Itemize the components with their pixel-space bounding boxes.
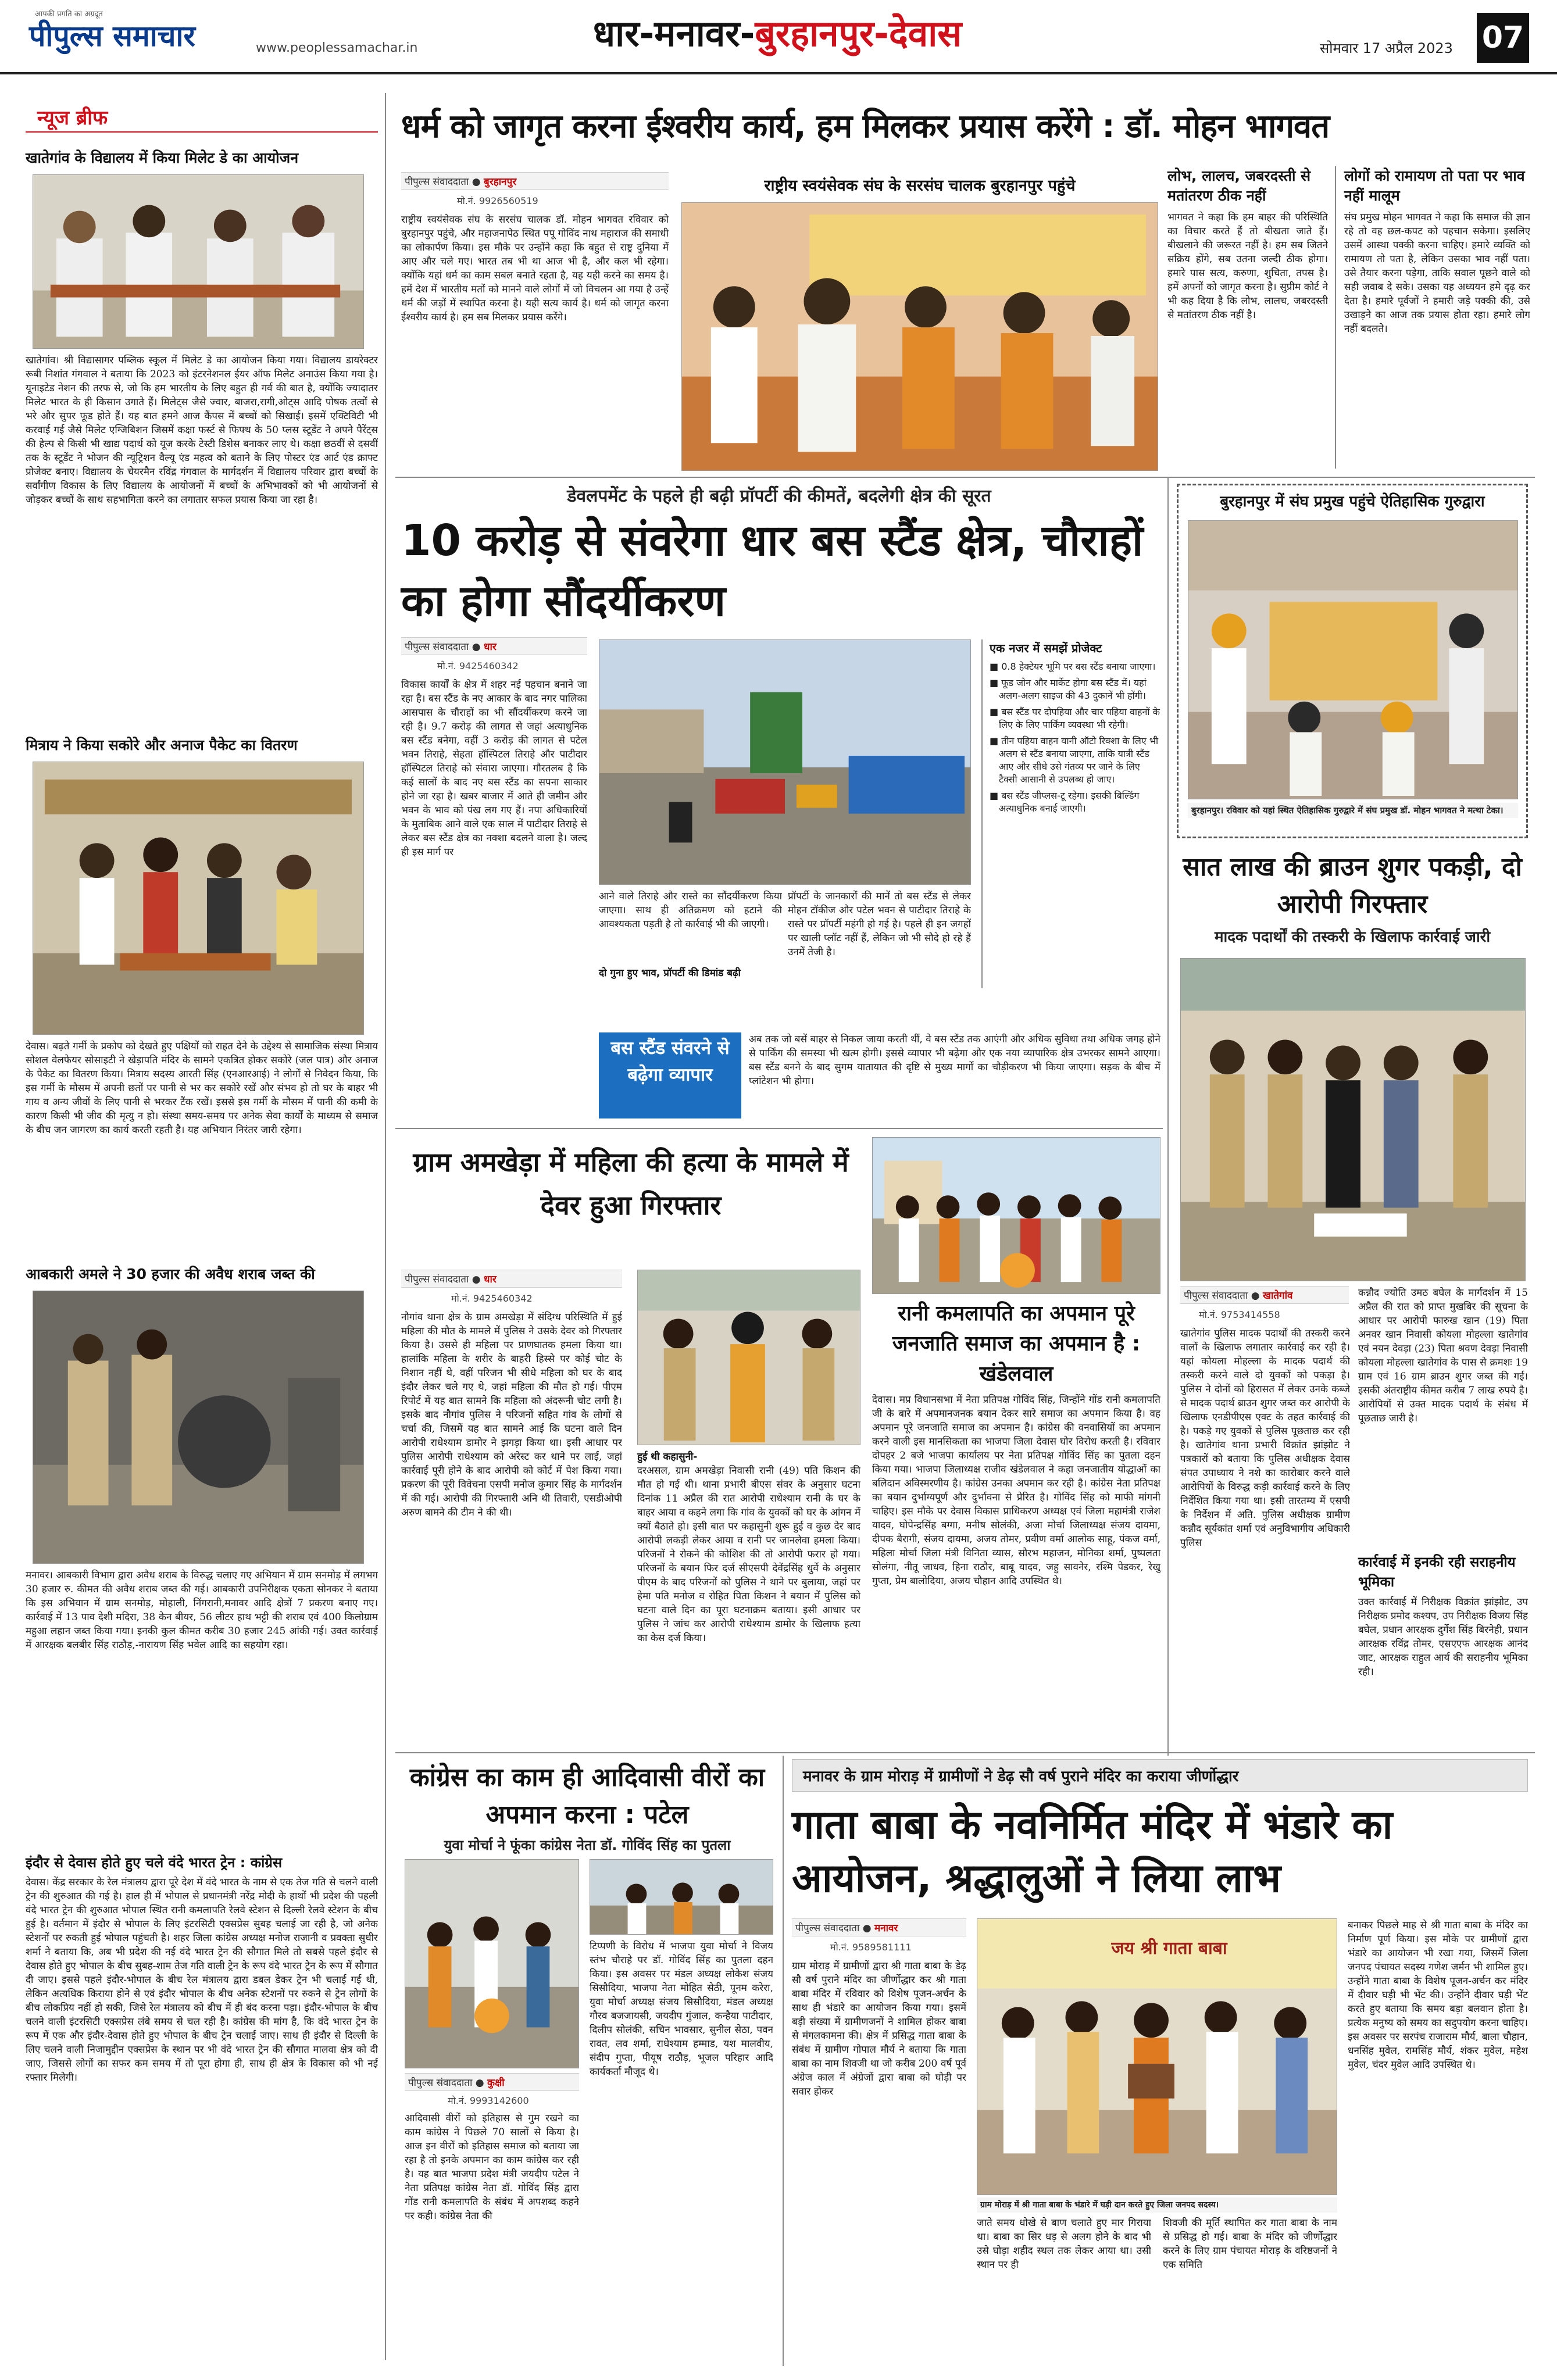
bus-place: धार <box>484 641 497 653</box>
bhagwat-headline: धर्म को जागृत करना ईश्वरीय कार्य, हम मिलकर प्रयास करेंगे : डॉ. मोहन भागवत <box>401 108 1330 145</box>
amkheda-headline: ग्राम अमखेड़ा में महिला की हत्या के मामले में देवर हुआ गिरफ्तार <box>413 1146 849 1221</box>
rani-body: देवास। मप्र विधानसभा में नेता प्रतिपक्ष गोविंद सिंह, जिन्होंने गोंड रानी कमलापति जी के बारे में अपमानजनक बयान देकर सारे समाज का अपमान किया है। वह अपमान पूरे जनजाति समाज का अपमान है। कांग्रेस की वनवासियों का अपमान करने वाली इस मानसिकता का भाजपा जिला देवास घोर विरोध करती है। रविवार दोपहर 2 बजे भाजपा कार्यालय पर नेता प्रतिपक्ष गोविंद सिंह का पुतला दहन किया गया। भाजपा जिलाध्यक्ष राजीव खंडेलवाल ने कहा जनजातीय योद्धाओं का बलिदान अविस्मरणीय है। कांग्रेस उनका अपमान कर रही है। कांग्रेस नेता प्रतिपक्ष का बयान दुर्भाग्यपूर्ण और दुर्भावना से प्रेरित है। गोविंद सिंह को माफी मांगनी चाहिए। इस मौके पर देवास विकास प्राधिकरण अध्यक्ष एवं जिला महामंत्री राजेश यादव, घोपेन्द्रसिंह बग्गा, मनीष सोलंकी, अजा मोर्चा जिलाध्यक्ष संजय दायमा, दीपक बैरागी, संजय दायमा, अजय तोमर, प्रवीण वर्मा आलोक साहू, पंकज वर्मा, महिला मोर्चा जिला मंत्री विनिता व्यास, सौरभ महाजन, मोनिका शर्मा, पुष्पलता सोलंगा, नीतू जाधव, हिना राठौर, बाबू यादव, जहु सावनेर, रश्मि पेडकर, रेखु गुप्ता, प्रेम बालोदिया, अजय चौहान आदि उपस्थित थे। <box>872 1394 1160 1587</box>
gata-body3: शिवजी की मूर्ति स्थापित कर गाता बाबा के नाम से प्रसिद्ध हो गई। बाबा के मंदिर को जीर्णोद्धार करने के लिए ग्राम पंचायत मोराड़ के वरिष्ठजनों ने एक समिति <box>1163 2217 1337 2271</box>
bhagwat-photo <box>681 202 1158 471</box>
side2-body: संघ प्रमुख मोहन भागवत ने कहा कि समाज की ज्ञान रहे तो वह छल-कपट को पहचान सकेगा। इसलिए उसमें आस्था पक्की करना चाहिए। हमारे व्यक्ति को रामायण तो पता है, लेकिन उसका भाव नहीं पता। उसे तैयार करना पड़ेगा, ताकि सवाल पूछने वाले को सही जवाब दे सके। उसका यह अध्ययन हमे दृढ़ कर देता है। हमारे पूर्वजों ने हमारी जड़े पक्की की, उसे उखाड़ने का आज तक प्रयास होता रहा। हमारे लोग नहीं बदलते। <box>1344 212 1530 335</box>
news-brief-label: न्यूज ब्रीफ <box>26 103 378 133</box>
rani-headline: रानी कमलापति का अपमान पूरे जनजाति समाज का अपमान है : खंडेलवाल <box>892 1302 1141 1386</box>
gata-body4: बनाकर पिछले माह से श्री गाता बाबा के मंदिर का निर्माण पूर्ण किया। इस मौके पर ग्रामीणों द्वारा भंडारे का आयोजन भी रखा गया, जिसमें जिला जनपद पंचायत सदस्य गणेश जर्मन भी शामिल हुए। उन्होंने गाता बाबा के विशेष पूजन-अर्चन कर मंदिर में दीवार घड़ी भी भेंट की। उन्होंने दीवार घड़ी भेंट करते हुए बताया कि समय बड़ा बलवान होता है। प्रत्येक मनुष्य को समय का सदुपयोग करना चाहिए। इस अवसर पर सरपंच राजाराम मौर्य, बाला चौहान, धनसिंह मुवेल, रामसिंह मौर्य, शंकर मुवेल, महेश मुवेल, चंदर मुवेल आदि उपस्थित थे। <box>1348 1920 1528 2071</box>
side2-box <box>1344 166 1530 469</box>
sugar-headline: सात लाख की ब्राउन शुगर पकड़ी, दो आरोपी गिरफ्तार <box>1183 852 1522 919</box>
amkheda-photo <box>637 1270 860 1445</box>
amkheda-place: धार <box>484 1274 497 1285</box>
amkheda-mobile: मो.नं. 9425460342 <box>451 1293 533 1304</box>
project-list <box>990 660 1160 815</box>
patel-divider <box>783 1756 784 2366</box>
amkheda-body: नौगांव थाना क्षेत्र के ग्राम अमखेड़ा में संदिग्ध परिस्थिति में हुई महिला की मौत के मामले में पुलिस ने उसके देवर को गिरफ्तार किया है। उससे ही महिला पर प्राणघातक हमला किया था। हालांकि महिला के शरीर के बाहरी हिस्से पर कोई चोट के निशान नहीं थे, वहीं परिजन भी सीधे महिला को घर के बाद इंदौर लेकर चले गए थे, जहां महिला की मौत हो गई। पीएम रिपोर्ट में यह बात सामने कि महिला को अंदरूनी चोट लगी है। इसके बाद नौगांव पुलिस ने परिजनों सहित गांव के लोगों से चर्चा की, जिसमें यह बात सामने आई कि घटना वाले दिन आरोपी राधेश्याम डामोर ने झगड़ा किया था। इसी आधार पर पुलिस आरोपी राधेश्याम को अरेस्ट कर थाने पर लाई, जहां कार्रवाई पूरी होने के बाद आरोपी को कोर्ट में पेश किया गया। प्रकरण की पूरी विवेचना एसपी मनोज कुमार सिंह के मार्गदर्शन में की गई। आरोपी की गिरफ्तारी अनि थी तिवारी, एसडीओपी अरुण बामने की टीम ने की थी। <box>401 1311 622 1518</box>
patel-sub: युवा मोर्चा ने फूंका कांग्रेस नेता डॉ. गोविंद सिंह का पुतला <box>444 1837 731 1853</box>
sugar-sub: मादक पदार्थों की तस्करी के खिलाफ कार्रवाई जारी <box>1214 928 1491 946</box>
bus-byline: पीपुल्स संवाददाता ● धार <box>401 637 587 655</box>
mitraya-body: देवास। बढ़ते गर्मी के प्रकोप को देखते हुए पक्षियों को राहत देने के उद्देश्य से सामाजिक संस्था मित्राय सोशल वेलफेयर सोसाइटी ने खेड़ापति मंदिर के सामने एकत्रित होकर सकोरे (जल पात्र) और अनाज के पैकेट का वितरण किया। मित्राय सदस्य आरती सिंह (एनआरआई) ने लोगों से निवेदन किया, कि इस गर्मी के मौसम में अपनी छतों पर पानी से भर कर सकोरे रखें और संभव हो तो घर के बाहर भी गाय व अन्य जीवों के लिए पानी से भरकर टैंक रखें। इससे इस गर्मी के मौसम में पानी की कमी के कारण किसी भी जीव की मृत्यु न हो। संस्था समय-समय पर अनेक सेवा कार्यों के माध्यम से समाज के बीच जन जागरण का कार्य करती रहती है। यह अभियान निरंतर जारी रहेगा। <box>26 1041 378 1136</box>
bhagwat-place: बुरहानपुर <box>484 176 517 188</box>
bus-photo <box>599 639 971 885</box>
divider-bhagwat <box>395 477 1535 478</box>
rani-photo <box>872 1137 1160 1294</box>
gata-place: मनावर <box>874 1922 898 1934</box>
gurudwara-photo <box>1188 520 1518 799</box>
gata-bureau: पीपुल्स संवाददाता <box>795 1922 860 1934</box>
bus-body3: प्रॉपर्टी के जानकारों की मानें तो बस स्टैंड से लेकर मोहन टॉकीज और पटेल भवन से पाटीदार तिराहे के रास्ते पर प्रॉपर्टी महंगी हो गई है। पहले ही इन जगहों पर खाली प्लॉट नहीं हैं, लेकिन जो भी सौदे हो रहे हैं उनमें तेजी है। <box>788 891 971 958</box>
patel-place: कुक्षी <box>487 2077 505 2089</box>
mitraya-headline: मित्राय ने किया सकोरे और अनाज पैकेट का वितरण <box>26 737 298 753</box>
gurudwara-title: बुरहानपुर में संघ प्रमुख पहुंचे ऐतिहासिक गुरुद्वारा <box>1220 493 1485 510</box>
patel-photo <box>405 1859 579 2068</box>
gata-photo <box>977 1918 1337 2195</box>
patel-body2: टिप्पणी के विरोध में भाजपा युवा मोर्चा ने विजय स्तंभ चौराहे पर डॉ. गोविंद सिंह का पुतला दहन किया। इस अवसर पर मंडल अध्यक्ष लोकेश संजय सिसौदिया, भाजपा नेता मोहित सेठी, पूनम करेरा, युवा मोर्चा अध्यक्ष संजय सिसौदिया, मंडल अध्यक्ष गौरव बजजायसी, जयदीप गुंजाल, कन्हैया पाटीदार, दिलीप सोलंकी, सचिन भावसार, सुनील सेठा, पवन रावत, लव शर्मा, राधेश्याम हम्माड, यश मालवीय, संदीप गुप्ता, पीयूष राठौड़, भूजल परिहार आदि कार्यकर्ता मौजूद थे। <box>590 1941 773 2078</box>
patel-byline: पीपुल्स संवाददाता ● कुक्षी <box>405 2073 579 2091</box>
website: www.peoplessamachar.in <box>256 41 418 55</box>
bus-callout-body: अब तक जो बसें बाहर से निकल जाया करती थीं, वे बस स्टैंड तक आएंगी और अधिक सुविधा तथा अधिक जगह होने से पार्किंग की समस्या भी खत्म होगी। इससे व्यापार भी बढ़ेगा और एक नया व्यापारिक क्षेत्र उभरकर सामने आएगा। बस स्टैंड बनने के बाद सुगम यातायात की दृष्टि से मुख्य मार्गों का चौड़ीकरण भी किया जाएगा। सड़क के बीच में प्लांटेशन भी होगा। <box>749 1034 1160 1087</box>
sugar-bureau: पीपुल्स संवाददाता <box>1184 1290 1248 1302</box>
project-point: ■ तीन पहिया वाहन यानी ऑटो रिक्शा के लिए भी अलग से स्टैंड बनाया जाएगा, ताकि यात्री स्टैंड आए और सीधे उसे गंतव्य पर जाने के लिए टैक्सी आसानी से उपलब्ध हो जाए। <box>990 735 1159 785</box>
millet-headline: खातेगांव के विद्यालय में किया मिलेट डे का आयोजन <box>26 149 299 166</box>
side1-body: भागवत ने कहा कि हम बाहर की परिस्थिति का विचार करते हैं तो बीखता जाते हैं। बीखलाने की जरूरत नहीं है। हम सब जितने सक्रिय होंगे, सब उतना जल्दी ठीक होगा। हमारे पास सत्य, करुणा, शुचिता, तपस है। हमें अपनों को जागृत करना है। सुप्रीम कोर्ट ने भी कह दिया है कि लोभ, लालच, जबरदस्ती से मतांतरण ठीक नहीं है। <box>1167 212 1328 321</box>
bus-body1: विकास कार्यों के क्षेत्र में शहर नई पहचान बनाने जा रहा है। बस स्टैंड के नए आकार के बाद नगर पालिका आसपास के चौराहों का भी सौंदर्यीकरण करने जा रही है। 9.7 करोड़ की लागत से जहां अत्याधुनिक बस स्टैंड बनेगा, वहीं 3 करोड़ की लागत से पटेल भवन तिराहे, सेहता हॉस्पिटल तिराहे और पाटीदार हॉस्पिटल तिराहे को संवारा जाएगा। गौरतलब है कि कई सालों के बाद नए बस स्टैंड का सपना साकार होने जा रहा है। खबर बाजार में आते ही जमीन और भवन के भाव को पंख लग गए हैं। नपा अधिकारियों के मुताबिक आने वाले एक साल में पाटीदार तिराहे से लेकर बस स्टैंड क्षेत्र का नक्शा बदलने वाला है। जल्द ही इस मार्ग पर <box>401 679 587 858</box>
sugar-mobile: मो.नं. 9753414558 <box>1199 1309 1280 1320</box>
project-title: एक नजर में समझें प्रोजेक्ट <box>990 641 1102 655</box>
millet-photo <box>33 174 364 349</box>
logo-tagline: आपकी प्रगति का अग्रदूत <box>35 10 103 19</box>
bus-callout: बस स्टैंड संवरने से बढ़ेगा व्यापार <box>599 1032 741 1118</box>
gata-body: ग्राम मोराड़ में ग्रामीणों द्वारा श्री गाता बाबा के डेढ़ सौ वर्ष पुराने मंदिर का जीर्णोद्धार कर श्री गाता बाबा मंदिर में रविवार को विशेष पूजन-अर्चन के साथ ही भंडारे का आयोजन किया गया। इसमें बड़ी संख्या में ग्रामीणजनों ने शामिल होकर बाबा से मंगलकामना की। क्षेत्र में प्रसिद्ध गाता बाबा के संबंध में ग्रामीण गोपाल मौर्य ने बताया कि गाता बाबा का नाम शिवजी था जो करीब 200 वर्ष पूर्व अंग्रेज काल में अंग्रेजों द्वारा बाबा को घोड़ी पर सवार होकर <box>792 1960 966 2097</box>
section-title <box>593 10 1116 57</box>
divider-bus <box>395 1128 1163 1129</box>
gata-byline: पीपुल्स संवाददाता ● मनावर <box>792 1918 966 1936</box>
amkheda-bureau: पीपुल्स संवाददाता <box>405 1274 469 1285</box>
mitraya-photo <box>33 762 364 1035</box>
excise-headline: आबकारी अमले ने 30 हजार की अवैध शराब जब्त की <box>26 1266 315 1282</box>
bus-body2: आने वाले तिराहे और रास्ते का सौंदर्यीकरण किया जाएगा। साथ ही अतिक्रमण को हटाने की आवश्यकता पड़ती है तो कार्रवाई भी की जाएगी। <box>599 891 782 930</box>
patel-body: आदिवासी वीरों को इतिहास से गुम रखने का काम कांग्रेस ने पिछले 70 सालों से किया है। आज इन वीरों को इतिहास समाज को बताया जा रहा है तो इनके अपमान का काम कांग्रेस कर रही है। यह बात भाजपा प्रदेश मंत्री जयदीप पटेल ने नेता प्रतिपक्ष कांग्रेस नेता डॉ. गोविंद सिंह द्वारा गोंड रानी कमलापति के संबंध में अपशब्द कहने पर कही। कांग्रेस नेता की <box>405 2113 579 2222</box>
logo <box>29 8 262 53</box>
gata-headline: गाता बाबा के नवनिर्मित मंदिर में भंडारे का आयोजन, श्रद्धालुओं ने लिया लाभ <box>792 1802 1393 1902</box>
section-title-b: बुरहानपुर-देवास <box>755 12 962 55</box>
project-point: ■ बस स्टैंड जीप्लस-टू रहेगा। इसकी बिल्डिंग अत्याधुनिक बनाई जाएगी। <box>990 790 1140 814</box>
divider-mid <box>395 1752 1535 1753</box>
excise-body: मनावर। आबकारी विभाग द्वारा अवैध शराब के विरुद्ध चलाए गए अभियान में ग्राम सनमोड़ में लगभग 30 हजार रु. कीमत की अवैध शराब जब्त की गई। आबकारी उपनिरीक्षक एकता सोनकर ने बताया कि इस अभियान में ग्राम सनमोड़, मोहाली, निंगरानी,मनावर आदि क्षेत्रों 7 प्रकरण बनाए गए। कार्रवाई में 13 पाव देशी मदिरा, 38 केन बीयर, 56 लीटर हाथ भट्टी की शराब एवं 400 किलोग्राम महुआ लहान जब्त किया गया। इनकी कुल कीमत करीब 30 हजार 245 आंकी गई। उक्त कार्रवाई में आरक्षक बलबीर सिंह राठौड़,-नारायण सिंह भवेल आदि का सहयोग रहा। <box>26 1570 378 1651</box>
patel-bureau: पीपुल्स संवाददाता <box>408 2077 473 2089</box>
millet-body: खातेगांव। श्री विद्यासागर पब्लिक स्कूल में मिलेट डे का आयोजन किया गया। विद्यालय डायरेक्टर रूबी निशांत गंगवाल ने बताया कि 2023 को इंटरनेशनल ईयर ऑफ मिलेट अनाउंस किया गया है। यूनाइटेड नेशन की तरफ से, जो कि हम भारतीय के लिए बहुत ही गर्व की बात है, क्योंकि ज्यादातर मिलेट भारत के ही किसान उगाते हैं। मिलेट्स जैसे ज्वार, बाजरा,रागी,ओट्स आदि पोषक तत्वों से भरे और सुपर फूड होते हैं। यह बात हमने आज कैंपस में बच्चों को सिखाई। इसमें एक्टिविटी भी करवाई गई जैसे मिलेट एग्जिबिशन जिसमें कक्षा फर्स्ट से फिफ्थ के 50 प्लस स्टूडेंट ने अपने पैरेंट्स की हेल्प से किसी भी खाद्य पदार्थ को यूज करके टेस्टी डिशेस बनाकर लाए थे। कक्षा छठवीं से दसवीं तक के स्टूडेंट ने भोजन की न्यूट्रिशन वैल्यू एंड महत्व को बताने के लिए पोस्टर एंड आर्ट एंड क्राफ्ट प्रोजेक्ट बनाए। विद्यालय के चेयरमैन रविंद्र गंगवाल के मार्गदर्शन में विद्यालय परिवार द्वारा बच्चों के सर्वांगीण विकास के लिए विद्यालय के आयोजनों में बच्चों के अभिभावकों को भी आयोजनों से जोड़कर बच्चों के साथ सहभागिता करने का लगातार सफल प्रयास किया जा रहा है। <box>26 355 378 506</box>
bhagwat-mobile: मो.नं. 9926560519 <box>457 195 538 206</box>
left-divider <box>385 93 386 2360</box>
sugar-body3: उक्त कार्रवाई में निरीक्षक विक्रांत झांझोट, उप निरीक्षक प्रमोद कश्यप, उप निरीक्षक विजय सिंह बघेल, प्रधान आरक्षक दुर्गेश सिंह बिरनेही, प्रधान आरक्षक रविंद्र तोमर, एसएएफ आरक्षक आनंद जाट, आरक्षक राहुल आर्य की सराहनीय भूमिका रही। <box>1358 1596 1528 1678</box>
patel-mobile: मो.नं. 9993142600 <box>448 2095 529 2106</box>
amkheda-byline: पीपुल्स संवाददाता ● धार <box>401 1270 622 1288</box>
gata-mobile: मो.नं. 9589581111 <box>830 1942 912 1953</box>
gata-kicker: मनावर के ग्राम मोराड़ में ग्रामीणों ने डेढ़ सौ वर्ष पुराने मंदिर का कराया जीर्णोद्धार <box>792 1759 1528 1792</box>
sugar-byline: पीपुल्स संवाददाता ● खातेगांव <box>1180 1286 1349 1304</box>
bus-headline: 10 करोड़ से संवरेगा धार बस स्टैंड क्षेत्र, चौराहों का होगा सौंदर्यीकरण <box>401 516 1144 626</box>
train-body: देवास। केंद्र सरकार के रेल मंत्रालय द्वारा पूरे देश में वंदे भारत के नाम से एक तेज गति से चलने वाली ट्रेन की शुरुआत की गई है। हाल ही में भोपाल से प्रधानमंत्री नरेंद्र मोदी के हाथों भी प्रदेश की पहली वंदे भारत ट्रेन की शुरुआत भोपाल स्थित रानी कमलापति रेलवे स्टेशन से दिल्ली रेलवे स्टेशन के बीच हुई है। वर्तमान में इंदौर से भोपाल के लिए इंटरसिटी एक्सप्रेस सुबह चलाई जा रही है, जो अनेक स्टेशनों पर रुकती हुई भोपाल पहुंचती है। शहर जिला कांग्रेस अध्यक्ष मनोज राजानी व प्रवक्ता सुधीर शर्मा ने बताया कि, अब भी प्रदेश की नई वंदे भारत ट्रेन की सौगात मिले तो सबसे पहले इंदौर से देवास होते हुए भोपाल के बीच सुबह-शाम तेज गति वाली ट्रेन के रूप वंदे भारत ट्रेन के रूप में सौगात दी जाए। इससे पहले इंदौर-भोपाल के बीच रेल मंत्रालय द्वारा डबल डेकर ट्रेन भी चलाई गई थी, लेकिन अत्यधिक किराया होने से एवं इंदौर भोपाल के बीच अनेक स्टेशनों पर रुकने से ट्रेन लोगों के बीच लोकप्रिय नहीं हो सकी, जिसे रेल मंत्रालय को बीच में ही बंद करना पड़ा। इंदौर-भोपाल के बीच चलने वाली इंटरसिटी एक्सप्रेस लंबे समय से चल रही है। कांग्रेस की मांग है, कि वंदे भारत ट्रेन के रूप में एक और इंदौर-देवास होते हुए भोपाल के बीच ट्रेन चलाई जाए। साथ ही इंदौर से दिल्ली के लिए चलने वाली निजामुद्दीन एक्सप्रेस के स्थान पर भी वंदे भारत ट्रेन की सौगात मालवा क्षेत्र को दी जाए, जिससे लोगों का सफर कम समय में तो पूरा होगा ही, साथ ही क्षेत्र के विकास को भी नई रफ्तार मिलेगी। <box>26 1877 378 2084</box>
sugar-place: खातेगांव <box>1263 1290 1293 1302</box>
bhagwat-body: राष्ट्रीय स्वयंसेवक संघ के सरसंघ चालक डॉ. मोहन भागवत रविवार को बुरहानपुर पहुंचे, और महाजनापेठ स्थित पपू गोविंद नाथ महाराज की समाधी का लोकार्पण किया। इस मौके पर उन्होंने कहा कि बहुत से राष्ट्र दुनिया में आए और चले गए। भारत तब भी था आज भी है, और कल भी रहेगा। क्योंकि यहां धर्म का काम सबल बनाते रहता है, यह यही करने का समय है। हमें देश में भारतीय मतों को मानने वाले लोगों में जो विचलन आ गया है उन्हें धर्म की जड़ों में स्थापित करना है। यही सत्य कार्य है। धर्म को जागृत करना ईश्वरीय कार्य है। हम सब मिलकर प्रयास करेंगे। <box>401 214 669 323</box>
bus-kicker: डेवलपमेंट के पहले ही बढ़ी प्रॉपर्टी की कीमतें, बदलेगी क्षेत्र की सूरत <box>567 486 991 506</box>
side1-box <box>1167 166 1336 469</box>
right-divider <box>1167 477 1169 1756</box>
gurudwara-box <box>1177 484 1528 838</box>
gurudwara-caption: बुरहानपुर। रविवार को यहां स्थित ऐतिहासिक गुरुद्वारे में संघ प्रमुख डॉ. मोहन भागवत ने मत्था टेका। <box>1188 803 1518 818</box>
amkheda-sub: हुई थी कहासुनी- <box>637 1451 698 1463</box>
project-point: ■ बस स्टैंड पर दोपहिया और चार पहिया वाहनों के लिए के लिए पार्किंग व्यवस्था भी रहेगी। <box>990 706 1160 730</box>
side1-title: लोभ, लालच, जबरदस्ती से मतांतरण ठीक नहीं <box>1167 167 1311 204</box>
train-headline: इंदौर से देवास होते हुए चले वंदे भारत ट्रेन : कांग्रेस <box>26 1854 283 1871</box>
bus-sub1: दो गुना हुए भाव, प्रॉपर्टी की डिमांड बढ़ी <box>599 967 741 979</box>
bhagwat-bureau: पीपुल्स संवाददाता <box>405 176 469 188</box>
masthead <box>0 0 1557 74</box>
project-box <box>981 639 1160 988</box>
project-point: ■ 0.8 हेक्टेयर भूमि पर बस स्टैंड बनाया जाएगा। <box>990 661 1156 672</box>
patel-photo2 <box>590 1859 773 1935</box>
patel-headline: कांग्रेस का काम ही आदिवासी वीरों का अपमान करना : पटेल <box>409 1763 765 1829</box>
section-title-a: धार-मनावर- <box>593 12 755 55</box>
bhagwat-byline: पीपुल्स संवाददाता ● बुरहानपुर <box>401 172 669 190</box>
gata-photo-caption: ग्राम मोराड़ में श्री गाता बाबा के भंडारे में घड़ी दान करते हुए जिला जनपद सदस्य। <box>977 2197 1337 2213</box>
bus-bureau: पीपुल्स संवाददाता <box>405 641 469 653</box>
side2-title: लोगों को रामायण तो पता पर भाव नहीं मालूम <box>1344 167 1525 204</box>
sugar-sub2: कार्रवाई में इनकी रही सराहनीय भूमिका <box>1358 1554 1516 1590</box>
sugar-photo <box>1180 958 1526 1281</box>
issue-date: सोमवार 17 अप्रैल 2023 <box>1320 40 1453 56</box>
page-number: 07 <box>1477 13 1529 63</box>
project-point: ■ फूड जोन और मार्केट होगा बस स्टैंड में। यहां अलग-अलग साइज की 43 दुकानें भी होंगी। <box>990 677 1147 701</box>
logo-text: पीपुल्स समाचार <box>29 19 195 53</box>
gata-body2: जाते समय धोखे से बाण चलाते हुए मार गिराया था। बाबा का सिर धड़ से अलग होने के बाद भी उसे घोड़ा शहीद स्थल तक लेकर आया था। उसी स्थान पर ही <box>977 2217 1151 2271</box>
sugar-body2: कन्नौद ज्योति उमठ बघेल के मार्गदर्शन में 15 अप्रैल की रात को प्राप्त मुखबिर की सूचना के आधार पर आरोपी फारुख खान (19) पिता अनवर खान निवासी कोयला मोहल्ला खातेगांव एवं नयन देवड़ा (23) पिता श्रवण देवड़ा निवासी कोयला मोहल्ला खातेगांव के पास से क्रमशः 19 ग्राम एवं 16 ग्राम ब्राउन शुगर जब्त की गई। इसकी अंतराष्ट्रीय कीमत करीब 7 लाख रुपये है। आरोपियों से उक्त मादक पदार्थ के संबंध में पूछताछ जारी है। <box>1358 1287 1528 1424</box>
bus-mobile: मो.नं. 9425460342 <box>437 660 519 671</box>
bhagwat-photo-title: राष्ट्रीय स्वयंसेवक संघ के सरसंघ चालक बुरहानपुर पहुंचे <box>764 177 1076 195</box>
amkheda-body2: दरअसल, ग्राम अमखेड़ा निवासी रानी (49) पति किशन की मौत हो गई थी। थाना प्रभारी बीएस संवर के अनुसार घटना दिनांक 11 अप्रैल की रात आरोपी राधेश्याम रानी के घर के बाहर आया व कहने लगा कि गांव के युवकों को घर के आंगन में क्यों बैठाते हो। इसी बात पर कहासुनी शुरू हुई व कुछ देर बाद आरोपी लकड़ी लेकर आया व रानी पर जानलेवा हमला किया। परिजनों ने रोकने की कोशिश की तो आरोपी फरार हो गया। परिजनों के बयान फिर दर्ज सीएसपी देवेंद्रसिंह धुर्वे के अनुसार पीएम के बाद परिजनों को पुलिस ने थाने पर बुलाया, जहां पर हेमा पति मनोज व रोहित पिता किशन ने बयान में पुलिस को घटना वाले दिन का पूरा घटनाक्रम बताया। इसी आधार पर पुलिस ने जांच कर आरोपी राधेश्याम डामोर के खिलाफ हत्या का केस दर्ज किया। <box>637 1465 860 1644</box>
excise-photo <box>33 1291 364 1564</box>
gata-banner-text: जय श्री गाता बाबा <box>1111 1938 1227 1959</box>
sugar-body: खातेगांव पुलिस मादक पदार्थों की तस्करी करने वालों के खिलाफ लगातार कार्रवाई कर रही है। यहां कोयला मोहल्ला के मादक पदार्थ की तस्करी करने वाले दो युवकों को पकड़ा है। पुलिस ने दोनों को हिरासत में लेकर उनके कब्जे से मादक पदार्थ ब्राउन शुगर जब्त कर आरोपी के खिलाफ एनडीपीएस एक्ट के तहत कार्रवाई की है। पकड़े गए युवकों से पुलिस पूछताछ कर रही है। खातेगांव थाना प्रभारी विक्रांत झांझोट ने पत्रकारों को बताया कि पुलिस अधीक्षक देवास संपत उपाध्याय ने नशे का कारोबार करने वाले आरोपियों के विरुद्ध कड़ी कार्रवाई करने के लिए निर्देशित किया गया था। इसी तारतम्य में एसपी के निर्देशन में अति. पुलिस अधीक्षक ग्रामीण कन्नौद सूर्यकांत शर्मा एवं अनुविभागीय अधिकारी पुलिस <box>1180 1328 1350 1549</box>
